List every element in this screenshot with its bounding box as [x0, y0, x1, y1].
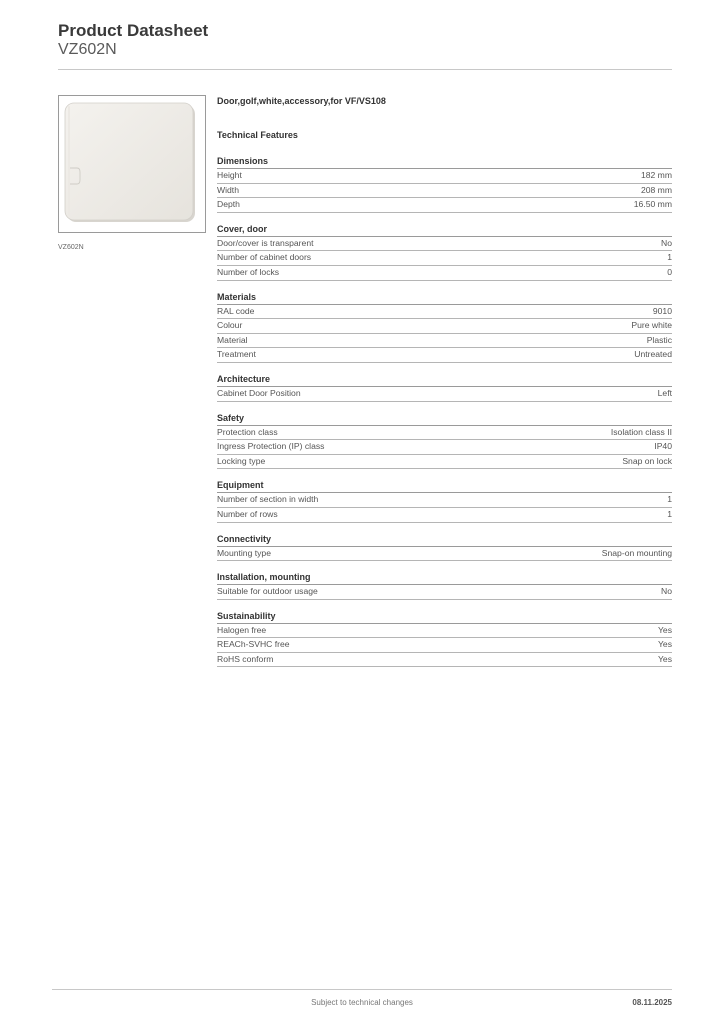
footer-date: 08.11.2025	[632, 998, 672, 1007]
spec-value: 1	[667, 494, 672, 505]
spec-label: Material	[217, 334, 248, 345]
spec-value: No	[661, 586, 672, 597]
spec-value: 1	[667, 252, 672, 263]
spec-section	[217, 479, 672, 522]
spec-row	[217, 585, 672, 600]
spec-row	[217, 184, 672, 199]
spec-row	[217, 638, 672, 653]
spec-value: 208 mm	[640, 184, 672, 195]
product-image-caption: VZ602N	[58, 244, 84, 251]
section-title: Sustainability	[217, 610, 672, 624]
spec-value: Snap on lock	[622, 455, 672, 466]
spec-label: Number of cabinet doors	[217, 252, 312, 263]
spec-label: Colour	[217, 320, 243, 331]
spec-label: Mounting type	[217, 547, 271, 558]
spec-value: Left	[657, 387, 672, 398]
spec-value: IP40	[654, 441, 672, 452]
section-title: Architecture	[217, 373, 672, 387]
spec-value: 182 mm	[640, 170, 672, 180]
spec-row	[217, 305, 672, 320]
product-image-frame	[58, 95, 206, 233]
spec-value: Yes	[657, 653, 672, 664]
product-code: VZ602N	[58, 41, 117, 58]
spec-value: Plastic	[646, 334, 672, 345]
spec-label: Door/cover is transparent	[217, 237, 314, 248]
spec-value: Untreated	[634, 349, 672, 360]
spec-label: Ingress Protection (IP) class	[217, 441, 325, 452]
spec-label: Height	[217, 170, 242, 180]
spec-row	[217, 169, 672, 184]
section-title: Dimensions	[217, 155, 672, 169]
spec-section	[217, 223, 672, 281]
spec-section	[217, 533, 672, 562]
spec-row	[217, 319, 672, 334]
spec-label: Number of section in width	[217, 494, 319, 505]
spec-label: RoHS conform	[217, 653, 274, 664]
section-title: Connectivity	[217, 533, 672, 547]
section-title: Installation, mounting	[217, 571, 672, 585]
spec-row	[217, 624, 672, 639]
spec-label: Treatment	[217, 349, 256, 360]
spec-section	[217, 412, 672, 470]
spec-section	[217, 155, 672, 213]
spec-row	[217, 493, 672, 508]
spec-row	[217, 237, 672, 252]
spec-row	[217, 653, 672, 668]
spec-row	[217, 508, 672, 523]
spec-label: Locking type	[217, 455, 266, 466]
spec-content	[217, 95, 672, 667]
spec-value: Isolation class II	[610, 426, 672, 437]
spec-value: Pure white	[631, 320, 672, 331]
product-image	[59, 96, 205, 232]
spec-value: Yes	[657, 639, 672, 650]
spec-sections	[217, 155, 672, 667]
spec-label: Number of locks	[217, 266, 280, 277]
section-title: Materials	[217, 291, 672, 305]
spec-row	[217, 455, 672, 470]
spec-section	[217, 610, 672, 668]
footer-divider	[52, 989, 672, 990]
spec-row	[217, 440, 672, 455]
spec-section	[217, 571, 672, 600]
spec-row	[217, 266, 672, 281]
spec-row	[217, 251, 672, 266]
spec-row	[217, 334, 672, 349]
spec-label: Halogen free	[217, 624, 267, 635]
spec-row	[217, 426, 672, 441]
spec-label: Suitable for outdoor usage	[217, 586, 318, 597]
spec-row	[217, 348, 672, 363]
spec-row	[217, 198, 672, 213]
product-description: Door,golf,white,accessory,for VF/VS108	[217, 96, 386, 106]
spec-value: 1	[667, 508, 672, 519]
section-title: Cover, door	[217, 223, 672, 237]
spec-value: 16.50 mm	[633, 199, 672, 210]
spec-label: Cabinet Door Position	[217, 387, 301, 398]
spec-row	[217, 547, 672, 562]
spec-value: 0	[667, 266, 672, 277]
spec-label: Number of rows	[217, 508, 278, 519]
spec-value: 9010	[652, 305, 672, 316]
page-title: Product Datasheet	[58, 21, 209, 40]
section-title: Safety	[217, 412, 672, 426]
page-header	[58, 21, 208, 59]
spec-label: Depth	[217, 199, 240, 210]
footer-note: Subject to technical changes	[311, 998, 413, 1007]
spec-value: Yes	[657, 624, 672, 635]
section-title: Equipment	[217, 479, 672, 493]
spec-section	[217, 373, 672, 402]
spec-value: Snap-on mounting	[601, 547, 672, 558]
spec-section	[217, 291, 672, 363]
spec-label: REACh-SVHC free	[217, 639, 290, 650]
spec-label: Width	[217, 184, 239, 195]
header-divider	[58, 69, 672, 70]
spec-row	[217, 387, 672, 402]
technical-features-heading: Technical Features	[217, 130, 298, 140]
spec-value: No	[661, 237, 672, 248]
spec-label: Protection class	[217, 426, 278, 437]
spec-label: RAL code	[217, 305, 255, 316]
